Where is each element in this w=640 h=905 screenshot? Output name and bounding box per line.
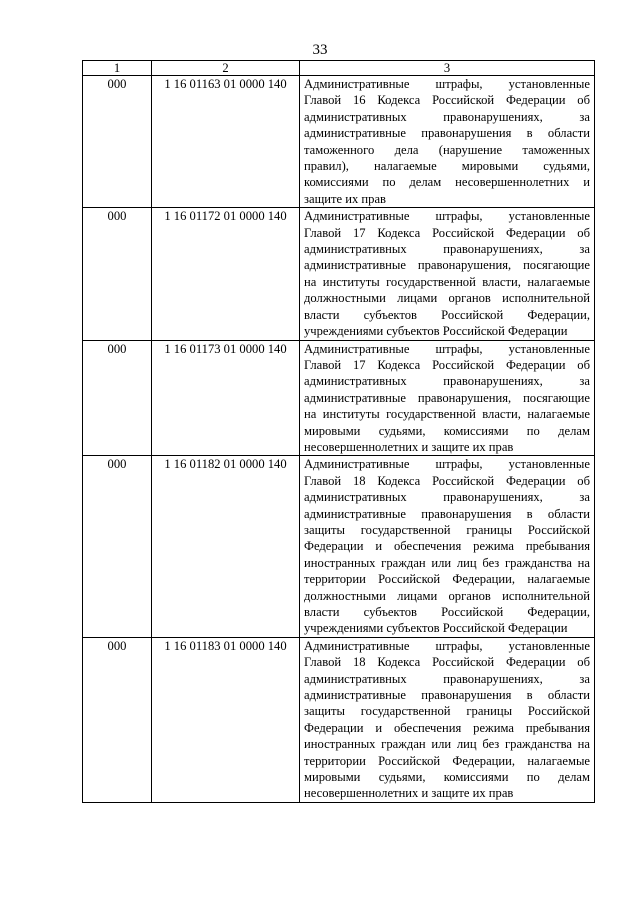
description-line: учреждениями субъектов Российской Федерации <box>304 324 568 339</box>
income-code-cell: 1 16 01183 01 0000 140 <box>152 637 300 802</box>
description-line: административных правонарушениях, за <box>304 671 590 686</box>
table-header-row <box>83 61 595 76</box>
description-line: правил), налагаемые мировыми судьями, <box>304 159 590 174</box>
admin-code-cell: 000 <box>83 76 152 208</box>
description-line: административных правонарушениях, за <box>304 490 590 505</box>
income-code-cell: 1 16 01163 01 0000 140 <box>152 76 300 208</box>
description-line: территории Российской Федерации, налагаемые <box>304 572 590 587</box>
column-header-1: 1 <box>83 61 152 76</box>
table-row <box>83 76 595 208</box>
description-line: должностными лицами органов исполнительной <box>304 588 590 603</box>
income-code-cell: 1 16 01182 01 0000 140 <box>152 456 300 637</box>
income-description-cell <box>300 456 595 637</box>
description-line: несовершеннолетних и защите их прав <box>304 786 514 801</box>
description-line: Административные штрафы, установленные <box>304 341 590 356</box>
description-line: административные правонарушения в области <box>304 506 590 521</box>
description-line: административные правонарушения, посягающие <box>304 258 590 273</box>
description-line: власти субъектов Российской Федерации, <box>304 307 590 322</box>
description-line: административные правонарушения в области <box>304 126 590 141</box>
description-line: Главой 17 Кодекса Российской Федерации об <box>304 225 590 240</box>
column-header-3: 3 <box>300 61 595 76</box>
page-number: 33 <box>312 42 328 58</box>
description-line: иностранных граждан или лиц без гражданства на <box>304 737 590 752</box>
admin-code-cell: 000 <box>83 456 152 637</box>
description-line: таможенного дела (нарушение таможенных <box>304 142 590 157</box>
description-line: на институты государственной власти, налагаемые <box>304 274 590 289</box>
description-line: на институты государственной власти, налагаемые <box>304 407 590 422</box>
description-line: мировыми судьями, комиссиями по делам <box>304 770 590 785</box>
income-description-cell <box>300 208 595 340</box>
income-code-cell: 1 16 01173 01 0000 140 <box>152 340 300 456</box>
description-line: мировыми судьями, комиссиями по делам <box>304 423 590 438</box>
income-description-cell <box>300 340 595 456</box>
admin-code-cell: 000 <box>83 340 152 456</box>
description-line: Главой 18 Кодекса Российской Федерации об <box>304 655 590 670</box>
description-line: защите их прав <box>304 191 387 206</box>
description-line: защиты государственной границы Российской <box>304 522 590 537</box>
table-row <box>83 637 595 802</box>
description-line: административных правонарушениях, за <box>304 242 590 257</box>
description-line: несовершеннолетних и защите их прав <box>304 439 514 454</box>
description-line: Федерации и обеспечения режима пребывания <box>304 720 590 735</box>
description-line: Административные штрафы, установленные <box>304 457 590 472</box>
description-line: Главой 18 Кодекса Российской Федерации об <box>304 473 590 488</box>
description-line: учреждениями субъектов Российской Федерации <box>304 621 568 636</box>
description-line: Федерации и обеспечения режима пребывания <box>304 539 590 554</box>
description-line: защиты государственной границы Российской <box>304 704 590 719</box>
description-line: комиссиями по делам несовершеннолетних и <box>304 175 590 190</box>
description-line: Главой 17 Кодекса Российской Федерации об <box>304 357 590 372</box>
table-row <box>83 456 595 637</box>
income-description-cell <box>300 76 595 208</box>
description-line: Административные штрафы, установленные <box>304 638 590 653</box>
description-line: административные правонарушения, посягающие <box>304 390 590 405</box>
income-description-cell <box>300 637 595 802</box>
income-code-cell: 1 16 01172 01 0000 140 <box>152 208 300 340</box>
column-header-2: 2 <box>152 61 300 76</box>
description-line: Главой 16 Кодекса Российской Федерации об <box>304 93 590 108</box>
admin-code-cell: 000 <box>83 208 152 340</box>
description-line: территории Российской Федерации, налагаемые <box>304 753 590 768</box>
description-line: административных правонарушениях, за <box>304 109 590 124</box>
table-row <box>83 208 595 340</box>
description-line: должностными лицами органов исполнительной <box>304 291 590 306</box>
description-line: Административные штрафы, установленные <box>304 209 590 224</box>
description-line: власти субъектов Российской Федерации, <box>304 605 590 619</box>
table-row <box>83 340 595 456</box>
table-body <box>83 76 595 803</box>
budget-classification-table <box>82 60 595 803</box>
description-line: иностранных граждан или лиц без гражданства на <box>304 555 590 570</box>
description-line: Административные штрафы, установленные <box>304 77 590 91</box>
admin-code-cell: 000 <box>83 637 152 802</box>
description-line: административных правонарушениях, за <box>304 374 590 389</box>
description-line: административные правонарушения в области <box>304 688 590 703</box>
